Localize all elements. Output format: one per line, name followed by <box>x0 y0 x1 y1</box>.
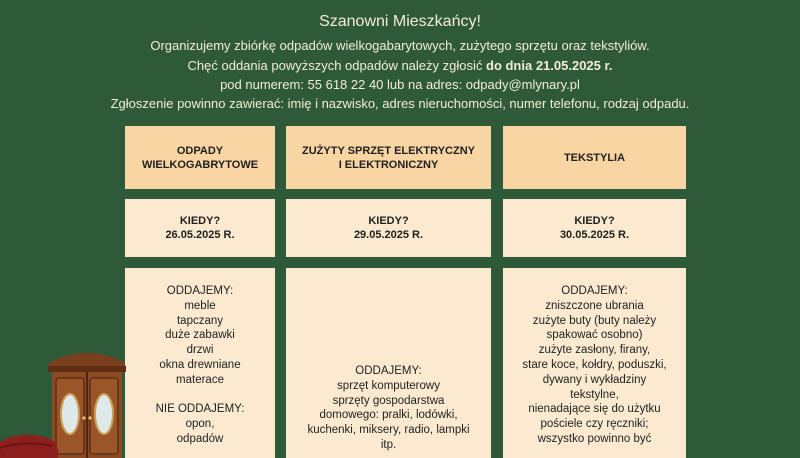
list-item: zużyte zasłony, firany, <box>538 344 651 357</box>
list-item: itp. <box>380 438 397 451</box>
list-item: kuchenki, miksery, radio, lampki <box>307 424 470 437</box>
when-label: KIEDY? <box>574 215 615 227</box>
items-list-electronics <box>286 268 491 458</box>
list-item: domowego: pralki, lodówki, <box>319 409 458 422</box>
list-item: sprzęty gospodarstwa <box>332 394 445 407</box>
contact-line: pod numerem: 55 618 22 40 lub na adres: odpady@mlynary.pl <box>220 77 580 92</box>
list-item: sprzęt komputerowy <box>337 379 440 392</box>
date-cell-textiles <box>503 199 686 257</box>
list-item: ODDAJEMY: <box>561 285 628 297</box>
list-item: meble <box>184 299 216 312</box>
items-list-textiles <box>503 268 686 458</box>
title-line: TEKSTYLIA <box>563 151 626 164</box>
list-item: zniszczone ubrania <box>545 299 644 312</box>
column-title-electronics <box>286 126 491 189</box>
list-item: drzwi <box>186 344 214 357</box>
list-item: odpadów <box>176 432 224 445</box>
list-item: pościele czy ręczniki; <box>540 418 649 431</box>
list-item: nienadające się do użytku <box>528 403 661 416</box>
list-item: zużyte buty (buty należy <box>532 314 657 327</box>
column-title-textiles <box>503 126 686 189</box>
list-item: tekstylne, <box>570 388 619 401</box>
date-cell-bulky <box>125 199 275 257</box>
items-list-bulky <box>125 268 275 458</box>
list-item: dywany i wykładziny <box>542 373 647 386</box>
greeting: Szanowni Mieszkańcy! <box>319 13 481 30</box>
list-item: materace <box>176 373 224 386</box>
list-item: opon, <box>185 418 215 431</box>
list-item: ODDAJEMY: <box>355 365 422 377</box>
deadline-line <box>0 58 800 74</box>
list-item: NIE ODDAJEMY: <box>155 403 245 416</box>
collection-date: 30.05.2025 R. <box>559 229 630 241</box>
list-spacer <box>125 388 275 403</box>
title-line: WIELKOGABRYTOWE <box>141 158 259 171</box>
title-line: ZUŻYTY SPRZĘT ELEKTRYCZNY <box>302 144 475 157</box>
list-item: okna drewniane <box>159 358 241 371</box>
list-item: spakować osobno) <box>546 329 643 342</box>
list-item: ODDAJEMY: <box>166 285 234 297</box>
column-title-bulky <box>125 126 275 189</box>
list-item: tapczany <box>176 314 224 327</box>
collection-date: 26.05.2025 R. <box>165 229 235 241</box>
requirements-line: Zgłoszenie powinno zawierać: imię i nazwisko, adres nieruchomości, numer telefonu, rodzaj odpadu. <box>110 96 690 111</box>
intro-line: Organizujemy zbiórkę odpadów wielkogabarytowych, zużytego sprzętu oraz tekstyliów. <box>150 38 650 53</box>
list-item: stare koce, kołdry, poduszki, <box>522 358 667 371</box>
collection-date: 29.05.2025 R. <box>353 229 424 241</box>
title-line: I ELEKTRONICZNY <box>338 158 439 171</box>
when-label: KIEDY? <box>179 215 221 227</box>
deadline-prefix: Chęć oddania powyższych odpadów należy zgłosić <box>187 58 483 73</box>
when-label: KIEDY? <box>368 215 409 227</box>
title-line: ODPADY <box>176 144 224 157</box>
date-cell-electronics <box>286 199 491 257</box>
list-item: duże zabawki <box>165 329 235 342</box>
deadline-date: do dnia 21.05.2025 r. <box>486 58 613 73</box>
list-item: wszystko powinno być <box>537 432 652 445</box>
sofa-illustration <box>0 428 60 458</box>
